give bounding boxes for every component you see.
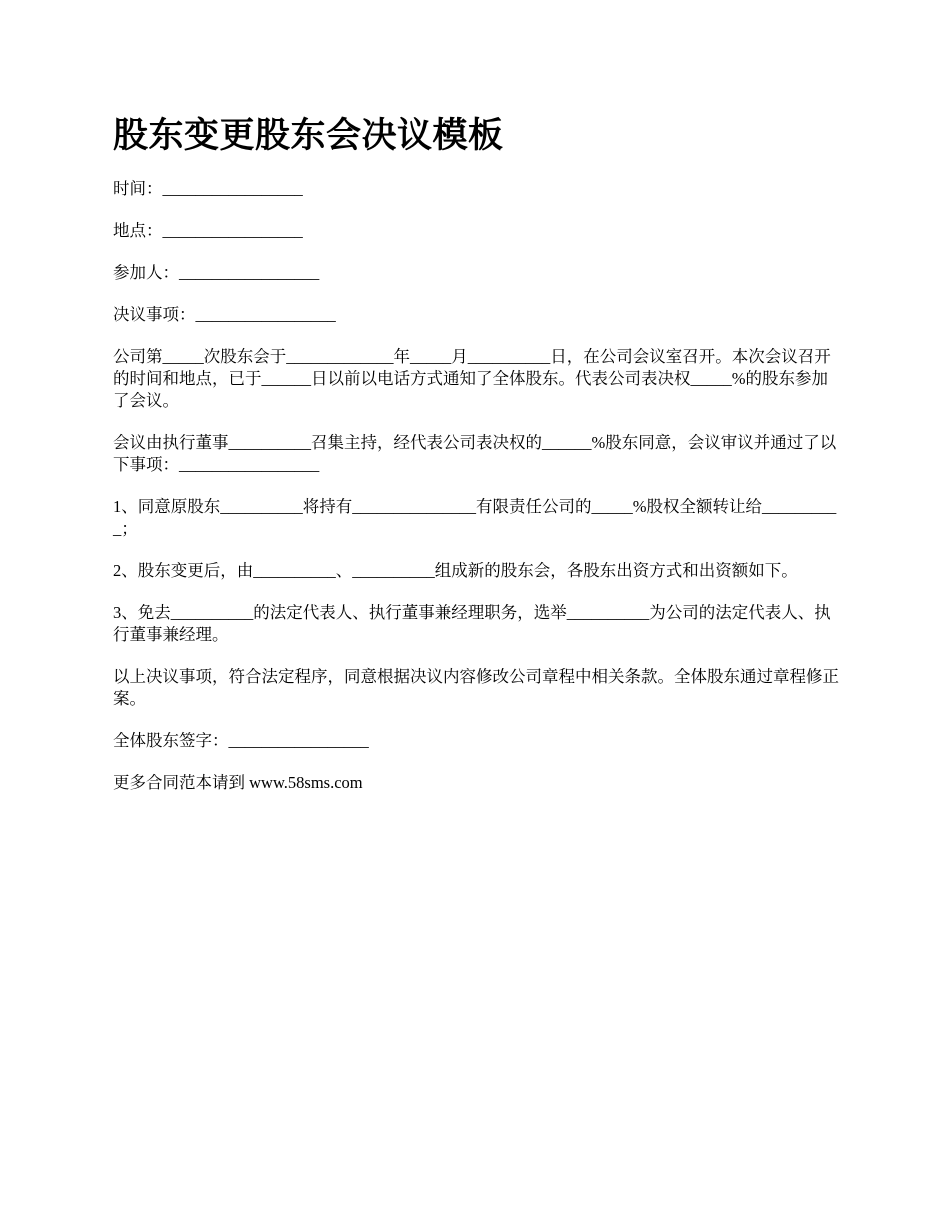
matters-field: 决议事项：_________________ [113,305,336,324]
signature-field: 全体股东签字：_________________ [113,731,369,750]
chair-paragraph: 会议由执行董事__________召集主持，经代表公司表决权的______%股东同意，会议审议并通过了以下事项：_________________ [113,433,837,474]
document-title: 股东变更股东会决议模板 [113,116,504,155]
conclusion-paragraph: 以上决议事项，符合法定程序，同意根据决议内容修改公司章程中相关条款。全体股东通过章程修正案。 [113,667,839,708]
resolution-item-2: 2、股东变更后，由__________、__________组成新的股东会，各股东出资方式和出资额如下。 [113,561,798,580]
footer-note: 更多合同范本请到 www.58sms.com [113,773,363,792]
resolution-item-3: 3、免去__________的法定代表人、执行董事兼经理职务，选举__________为公司的法定代表人、执行董事兼经理。 [113,603,831,644]
document-page [113,108,840,814]
meeting-paragraph: 公司第_____次股东会于_____________年_____月__________日，在公司会议室召开。本次会议召开的时间和地点，已于______日以前以电话方式通知了全体股东。代表公司表决权_____%的股东参加了会议。 [113,347,831,410]
time-field: 时间：_________________ [113,179,303,198]
attendees-field: 参加人：_________________ [113,263,320,282]
place-field: 地点：_________________ [113,221,303,240]
resolution-item-1: 1、同意原股东__________将持有_______________有限责任公司的_____%股权全额转让给__________； [113,497,837,538]
